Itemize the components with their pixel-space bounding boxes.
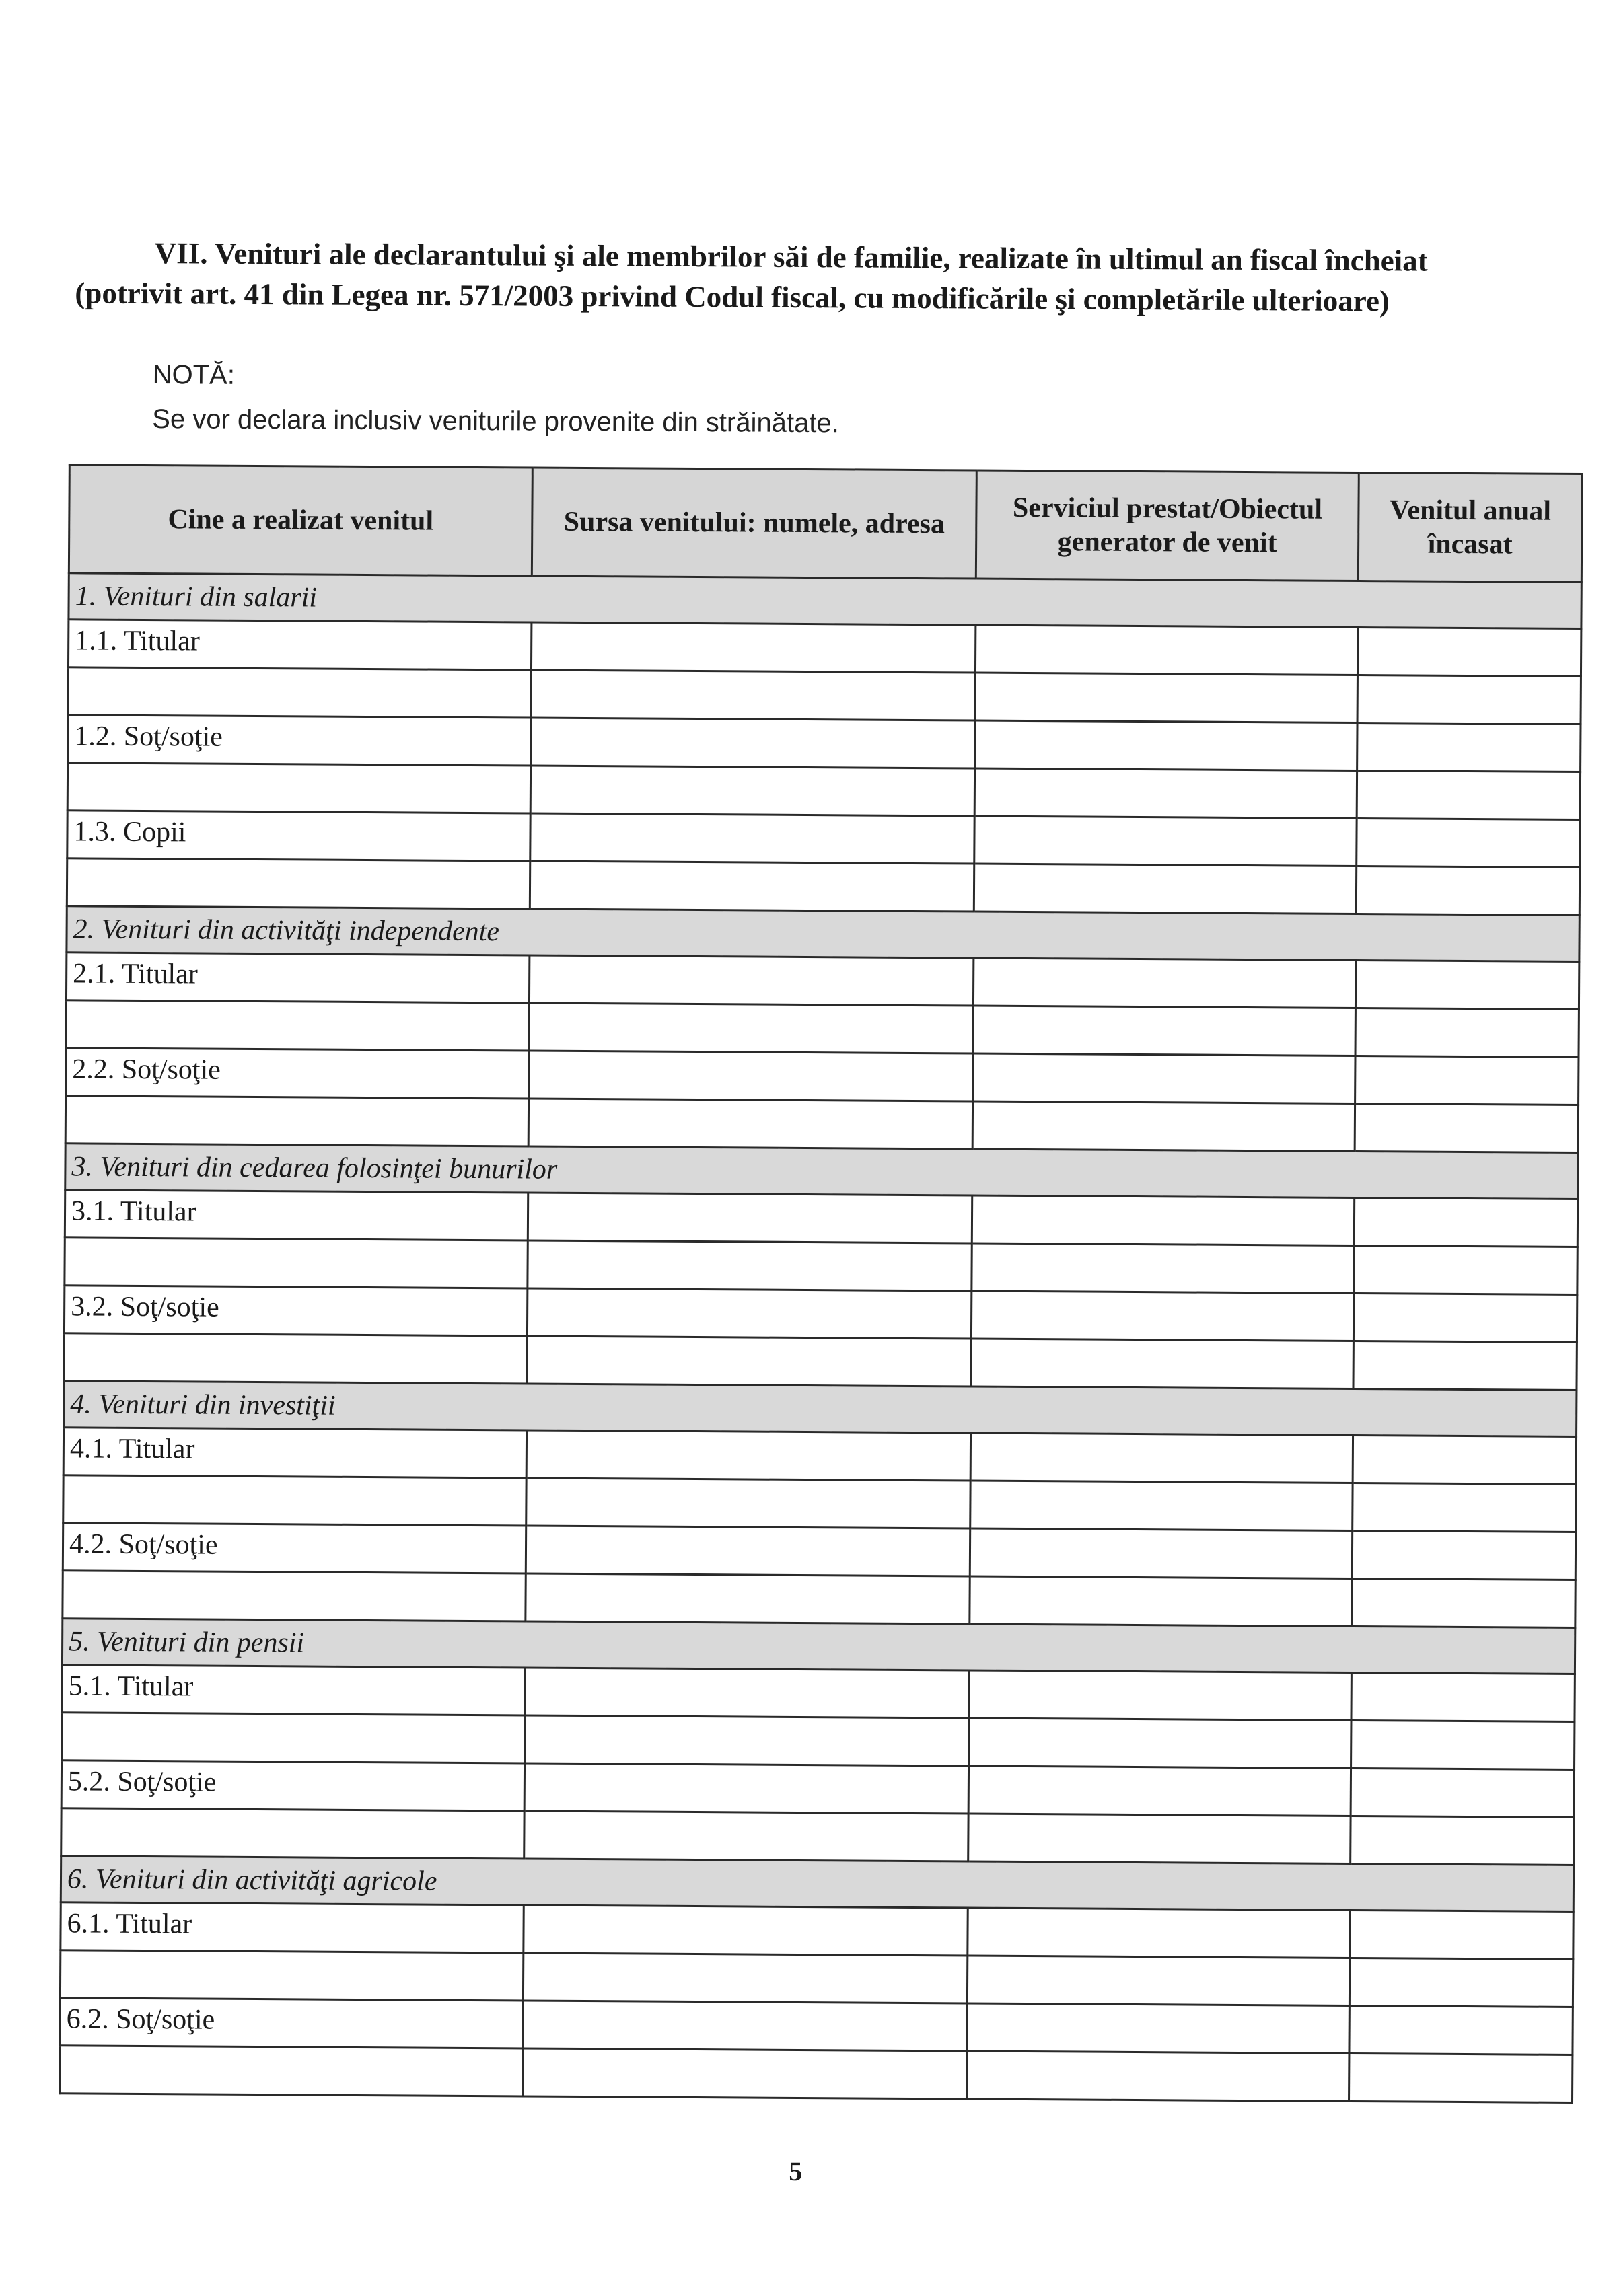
- entry-cell[interactable]: [1353, 1483, 1576, 1532]
- row-label: 1.2. Soţ/soţie: [68, 715, 531, 766]
- entry-cell[interactable]: [1351, 1720, 1575, 1769]
- entry-cell[interactable]: [1349, 2053, 1573, 2102]
- entry-cell[interactable]: [1357, 771, 1580, 820]
- entry-cell[interactable]: [968, 1814, 1351, 1863]
- section-title: 6. Venituri din activităţi agricole: [61, 1856, 1573, 1912]
- row-label: 5.1. Titular: [62, 1665, 525, 1715]
- income-table: [59, 464, 1583, 2104]
- entry-cell[interactable]: [1350, 1910, 1573, 1959]
- table-row: [61, 1761, 1574, 1818]
- blank-label-cell[interactable]: [67, 763, 530, 813]
- entry-cell[interactable]: [1351, 1816, 1574, 1865]
- entry-cell[interactable]: [526, 1526, 970, 1576]
- header-cell: Serviciul prestat/Obiectul generator de venit: [976, 470, 1359, 581]
- row-label: 3.2. Soţ/soţie: [64, 1286, 527, 1336]
- table-row: [68, 667, 1581, 725]
- entry-cell[interactable]: [531, 670, 975, 720]
- entry-cell[interactable]: [973, 1006, 1355, 1056]
- blank-label-cell[interactable]: [61, 1808, 524, 1859]
- table-row: [66, 1048, 1579, 1105]
- section-title: 3. Venituri din cedarea folosinţei bunurilor: [65, 1144, 1578, 1199]
- table-row: [60, 2046, 1573, 2103]
- entry-cell[interactable]: [1356, 866, 1579, 916]
- table-row: [60, 1950, 1573, 2007]
- table-row: [66, 1000, 1579, 1058]
- section-title: 5. Venituri din pensii: [62, 1619, 1575, 1674]
- table-row: [67, 811, 1580, 868]
- entry-cell[interactable]: [527, 1336, 971, 1386]
- entry-cell[interactable]: [973, 1053, 1355, 1103]
- table-body: [60, 573, 1582, 2103]
- entry-cell[interactable]: [968, 1908, 1350, 1958]
- entry-cell[interactable]: [968, 1766, 1351, 1816]
- blank-label-cell[interactable]: [67, 858, 530, 909]
- header-cell: Venitul anual încasat: [1358, 473, 1582, 583]
- entry-cell[interactable]: [969, 1670, 1351, 1720]
- blank-label-cell[interactable]: [63, 1571, 526, 1621]
- entry-cell[interactable]: [969, 1718, 1351, 1768]
- row-label: 1.1. Titular: [69, 620, 532, 670]
- table-row: [64, 1286, 1577, 1343]
- table-row: [62, 1713, 1575, 1770]
- entry-cell[interactable]: [1353, 1341, 1577, 1390]
- entry-cell[interactable]: [525, 1668, 969, 1718]
- note-label: NOTĂ:: [152, 360, 236, 390]
- entry-cell[interactable]: [975, 673, 1357, 723]
- entry-cell[interactable]: [972, 1195, 1354, 1245]
- entry-cell[interactable]: [1349, 1958, 1573, 2007]
- entry-cell[interactable]: [974, 864, 1356, 914]
- entry-cell[interactable]: [970, 1576, 1352, 1626]
- entry-cell[interactable]: [530, 813, 974, 864]
- header-cell: Cine a realizat venitul: [69, 465, 532, 576]
- entry-cell[interactable]: [975, 720, 1357, 770]
- entry-cell[interactable]: [1355, 960, 1579, 1009]
- table-row: [63, 1428, 1576, 1485]
- entry-cell[interactable]: [528, 1099, 972, 1149]
- entry-cell[interactable]: [1354, 1197, 1577, 1247]
- entry-cell[interactable]: [531, 622, 975, 673]
- blank-label-cell[interactable]: [68, 667, 531, 718]
- entry-cell[interactable]: [1351, 1672, 1575, 1721]
- row-label: 2.1. Titular: [66, 953, 529, 1003]
- entry-cell[interactable]: [531, 718, 975, 768]
- entry-cell[interactable]: [970, 1528, 1352, 1578]
- entry-cell[interactable]: [971, 1291, 1353, 1341]
- note-text: Se vor declara inclusiv veniturile provenite din străinătate.: [152, 404, 839, 439]
- entry-cell[interactable]: [1352, 1578, 1575, 1627]
- entry-cell[interactable]: [1355, 1103, 1578, 1152]
- entry-cell[interactable]: [1357, 819, 1580, 868]
- row-label: 5.2. Soţ/soţie: [61, 1761, 524, 1811]
- table-row: [66, 953, 1579, 1010]
- table-row: [60, 1998, 1573, 2055]
- entry-cell[interactable]: [967, 1956, 1349, 2005]
- blank-label-cell[interactable]: [62, 1713, 525, 1763]
- table-row: [64, 1333, 1577, 1391]
- table-row: [65, 1238, 1577, 1295]
- entry-cell[interactable]: [1357, 675, 1581, 725]
- blank-label-cell[interactable]: [63, 1475, 526, 1526]
- entry-cell[interactable]: [528, 1240, 972, 1291]
- entry-cell[interactable]: [1353, 1293, 1577, 1342]
- entry-cell[interactable]: [526, 1478, 970, 1528]
- table-row: [61, 1808, 1574, 1865]
- table-row: [67, 763, 1580, 820]
- row-label: 1.3. Copii: [67, 811, 530, 861]
- blank-label-cell[interactable]: [60, 2046, 523, 2096]
- table-row: [63, 1571, 1575, 1628]
- entry-cell[interactable]: [970, 1481, 1353, 1530]
- entry-cell[interactable]: [524, 1763, 968, 1814]
- entry-cell[interactable]: [1352, 1530, 1575, 1580]
- entry-cell[interactable]: [527, 1288, 971, 1339]
- section-title: 1. Venituri din salarii: [69, 573, 1581, 629]
- entry-cell[interactable]: [529, 1003, 973, 1053]
- blank-label-cell[interactable]: [66, 1000, 529, 1051]
- entry-cell[interactable]: [973, 958, 1355, 1008]
- heading-line-1: VII. Venituri ale declarantului şi ale membrilor săi de familie, realizate în ultimul an fiscal încheiat: [154, 236, 1428, 278]
- entry-cell[interactable]: [524, 1905, 968, 1956]
- section-title: 2. Venituri din activităţi independente: [67, 906, 1579, 962]
- table-row: [65, 1190, 1577, 1247]
- entry-cell[interactable]: [526, 1573, 970, 1624]
- entry-cell[interactable]: [523, 2048, 967, 2099]
- table-row: [69, 620, 1581, 677]
- blank-label-cell[interactable]: [64, 1333, 527, 1384]
- entry-cell[interactable]: [530, 861, 974, 912]
- entry-cell[interactable]: [1355, 1008, 1579, 1057]
- row-label: 4.2. Soţ/soţie: [63, 1523, 526, 1573]
- entry-cell[interactable]: [1353, 1435, 1576, 1484]
- row-label: 4.1. Titular: [63, 1428, 526, 1478]
- table-row: [61, 1902, 1573, 1960]
- entry-cell[interactable]: [529, 1051, 973, 1101]
- table-row: [63, 1523, 1575, 1580]
- row-label: 6.2. Soţ/soţie: [60, 1998, 523, 2048]
- entry-cell[interactable]: [1357, 628, 1581, 677]
- entry-cell[interactable]: [529, 955, 973, 1006]
- entry-cell[interactable]: [967, 2003, 1349, 2053]
- page-number: 5: [789, 2155, 803, 2187]
- table-row: [63, 1475, 1576, 1532]
- entry-cell[interactable]: [1355, 1056, 1579, 1105]
- entry-cell[interactable]: [524, 1811, 968, 1861]
- entry-cell[interactable]: [972, 1243, 1354, 1293]
- entry-cell[interactable]: [970, 1433, 1353, 1483]
- table-header-row: [69, 465, 1582, 583]
- entry-cell[interactable]: [1351, 1768, 1574, 1817]
- row-label: 6.1. Titular: [61, 1902, 524, 1953]
- table-row: [65, 1096, 1578, 1153]
- table-row: [67, 858, 1579, 916]
- entry-cell[interactable]: [1354, 1245, 1577, 1294]
- section-title: 4. Venituri din investiţii: [64, 1381, 1577, 1437]
- entry-cell[interactable]: [1349, 2005, 1573, 2054]
- entry-cell[interactable]: [1357, 723, 1581, 772]
- entry-cell[interactable]: [525, 1715, 969, 1766]
- table-row: [68, 715, 1581, 772]
- blank-label-cell[interactable]: [65, 1238, 528, 1288]
- row-label: 3.1. Titular: [65, 1190, 528, 1240]
- section-heading: [75, 232, 1596, 322]
- entry-cell[interactable]: [967, 2051, 1349, 2101]
- entry-cell[interactable]: [523, 1953, 967, 2003]
- entry-cell[interactable]: [523, 2001, 967, 2051]
- entry-cell[interactable]: [972, 1101, 1355, 1151]
- entry-cell[interactable]: [971, 1339, 1353, 1388]
- table-row: [62, 1665, 1575, 1722]
- entry-cell[interactable]: [530, 766, 974, 816]
- blank-label-cell[interactable]: [60, 1950, 523, 2001]
- entry-cell[interactable]: [528, 1193, 972, 1243]
- entry-cell[interactable]: [974, 768, 1357, 818]
- entry-cell[interactable]: [975, 625, 1357, 675]
- row-label: 2.2. Soţ/soţie: [66, 1048, 529, 1099]
- entry-cell[interactable]: [526, 1430, 970, 1481]
- entry-cell[interactable]: [974, 816, 1357, 866]
- header-cell: Sursa venitului: numele, adresa: [532, 468, 976, 579]
- heading-line-2: (potrivit art. 41 din Legea nr. 571/2003 privind Codul fiscal, cu modificările şi completările ulterioare): [75, 276, 1390, 318]
- blank-label-cell[interactable]: [65, 1096, 528, 1146]
- note-block: [152, 353, 839, 445]
